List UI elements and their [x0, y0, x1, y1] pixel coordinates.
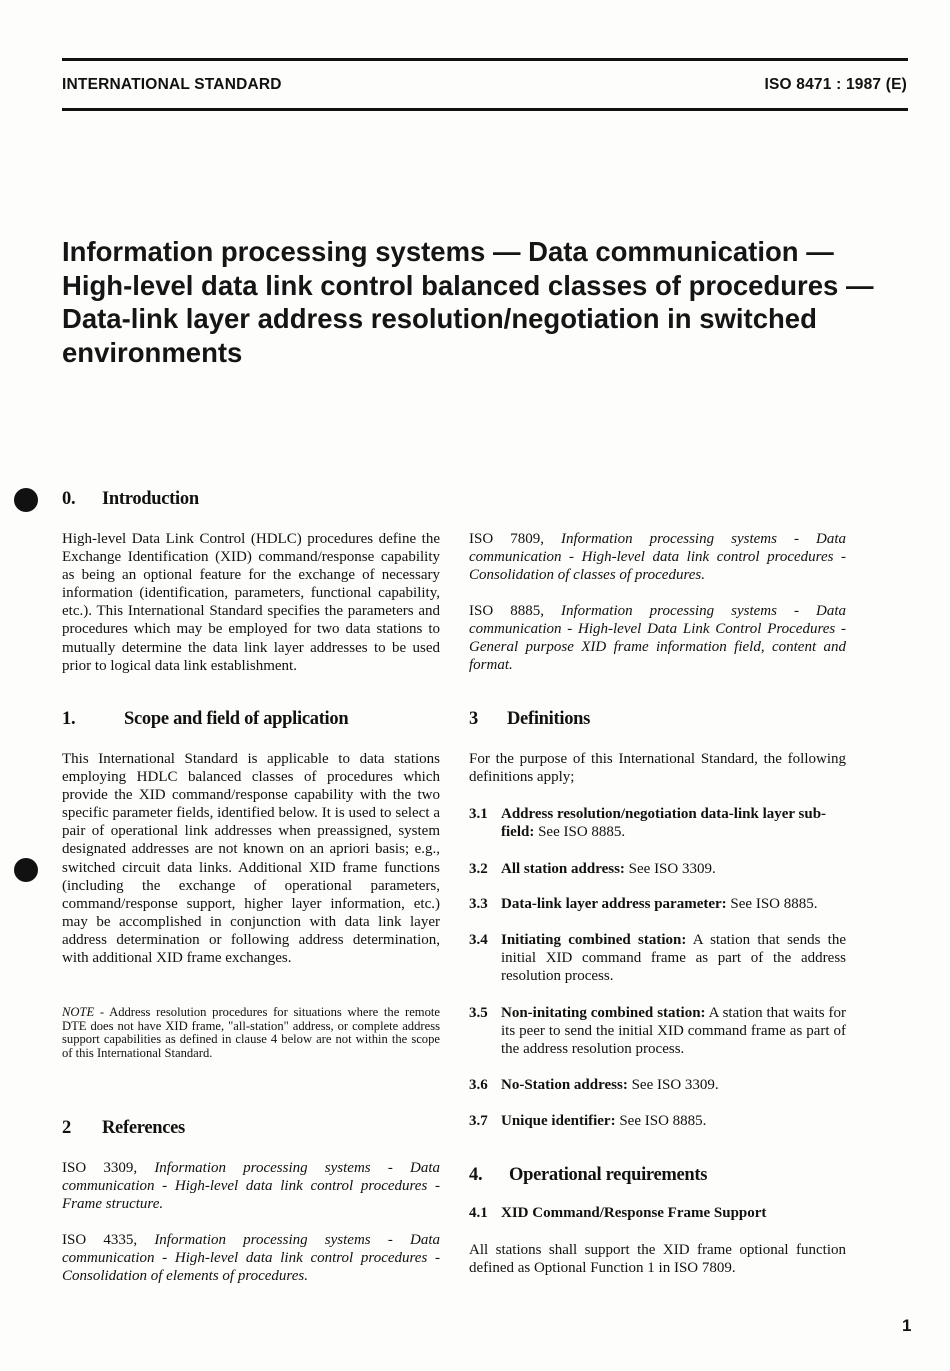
section-number: 4. — [469, 1165, 483, 1185]
section-number: 3 — [469, 709, 478, 729]
definition-item — [469, 1004, 846, 1058]
reference-title: Information processing systems - Data communication - High-level Data Link Control Procedures - General purpose XID frame information field, content and format. — [469, 603, 846, 674]
operational-paragraph: All stations shall support the XID frame optional function defined as Optional Function 1 in ISO 7809. — [469, 1242, 846, 1277]
reference-title: Information processing systems - Data communication - High-level data link control procedures - Consolidation of classes of procedures. — [469, 531, 846, 584]
definition-number: 3.6 — [469, 1077, 488, 1093]
reference-item — [62, 1159, 440, 1213]
subsection-title: XID Command/Response Frame Support — [501, 1205, 767, 1221]
definition-item — [469, 1076, 846, 1094]
section-title: References — [102, 1118, 185, 1138]
margin-bullet-mark — [14, 488, 38, 512]
definition-text: See ISO 8885. — [726, 896, 818, 912]
section-title: Introduction — [102, 489, 199, 509]
section-title: Definitions — [507, 709, 591, 729]
header-doc-code: ISO 8471 : 1987 (E) — [764, 76, 907, 93]
reference-item — [469, 602, 846, 674]
header-standard-label: INTERNATIONAL STANDARD — [62, 76, 282, 93]
subsection-number: 4.1 — [469, 1205, 488, 1221]
definition-text: See ISO 3309. — [627, 1077, 719, 1093]
document-title: Information processing systems — Data communication — High-level data link control balanced classes of procedures — Data-link layer address resolution/negotiation in switched environments — [62, 236, 874, 368]
definition-item — [469, 860, 846, 878]
reference-title: Information processing systems - Data communication - High-level data link control procedures - Frame structure. — [62, 1160, 441, 1213]
section-title: Operational requirements — [509, 1165, 708, 1185]
section-heading-scope — [62, 709, 348, 730]
definition-item — [469, 931, 846, 985]
reference-code: ISO 8885, — [469, 603, 561, 619]
section-heading-introduction — [62, 489, 199, 510]
definition-term: All station address: — [501, 861, 625, 877]
section-number: 2 — [62, 1118, 71, 1138]
definition-term: Initiating combined station: — [501, 932, 687, 948]
definition-number: 3.4 — [469, 932, 488, 948]
reference-item — [469, 530, 846, 584]
subsection-heading — [469, 1205, 766, 1222]
definition-text: See ISO 3309. — [624, 861, 716, 877]
scope-note — [62, 1006, 440, 1060]
definition-item — [469, 895, 846, 913]
reference-code: ISO 4335, — [62, 1232, 155, 1248]
reference-code: ISO 7809, — [469, 531, 561, 547]
introduction-paragraph: High-level Data Link Control (HDLC) procedures define the Exchange Identification (XID) command/response capability as being an optional feature for the exchange of necessary information (identification, parameters, functional capability, etc.). This International Standard specifies the parameters and procedures which may be employed for two data stations to mutually determine the data link layer addresses to be used prior to logical data link establishment. — [62, 531, 440, 674]
reference-item — [62, 1231, 440, 1285]
definition-number: 3.7 — [469, 1113, 488, 1129]
definition-text: See ISO 8885. — [615, 1113, 707, 1129]
section-number: 0. — [62, 489, 76, 509]
definition-term: Address resolution/negotiation data-link layer sub-field: — [501, 806, 827, 841]
header-top-rule — [62, 58, 908, 61]
reference-title: Information processing systems - Data communication - High-level data link control procedures - Consolidation of elements of procedures. — [62, 1232, 441, 1285]
reference-code: ISO 3309, — [62, 1160, 155, 1176]
definition-number: 3.1 — [469, 806, 488, 822]
section-number: 1. — [62, 709, 76, 729]
definition-term: Data-link layer address parameter: — [501, 896, 727, 912]
definition-text: A station that waits for its peer to send the initial XID command frame as part of the address resolution process. — [501, 1005, 846, 1058]
page-number: 1 — [902, 1316, 912, 1335]
scope-paragraph: This International Standard is applicable to data stations employing HDLC balanced classes of procedures which provide the XID command/response capability with the two specific parameter fields, identified below. It is used to select a pair of operational link addresses when preassigned, system designated addresses are not known on an apriori basis; e.g., switched circuit data links. Additional XID frame functions (including the exchange of operational parameters, command/response support, higher layer information, etc.) may be accomplished in conjunction with data link layer address determination or following address determination, with additional XID frame exchanges. — [62, 751, 440, 967]
section-heading-references — [62, 1118, 185, 1139]
definition-item — [469, 805, 846, 841]
definition-term: Non-initating combined station: — [501, 1005, 706, 1021]
note-text: - Address resolution procedures for situations where the remote DTE does not have XID frame, "all-station" address, or complete address support capabilities as defined in clause 4 below are not within the scope of this International Standard. — [62, 1005, 440, 1060]
definition-number: 3.2 — [469, 861, 488, 877]
definition-number: 3.3 — [469, 896, 488, 912]
header-bottom-rule — [62, 108, 908, 111]
note-label: NOTE — [62, 1005, 95, 1019]
definitions-intro: For the purpose of this International Standard, the following definitions apply; — [469, 751, 846, 786]
margin-bullet-mark — [14, 858, 38, 882]
definition-number: 3.5 — [469, 1005, 488, 1021]
section-heading-definitions — [469, 709, 590, 730]
definition-item — [469, 1112, 846, 1130]
section-title: Scope and field of application — [124, 709, 349, 729]
definition-term: No-Station address: — [501, 1077, 628, 1093]
definition-text: A station that sends the initial XID command frame as part of the address resolution process. — [501, 932, 846, 985]
section-heading-operational — [469, 1165, 707, 1186]
definition-text: See ISO 8885. — [534, 824, 626, 841]
definition-term: Unique identifier: — [501, 1113, 616, 1129]
